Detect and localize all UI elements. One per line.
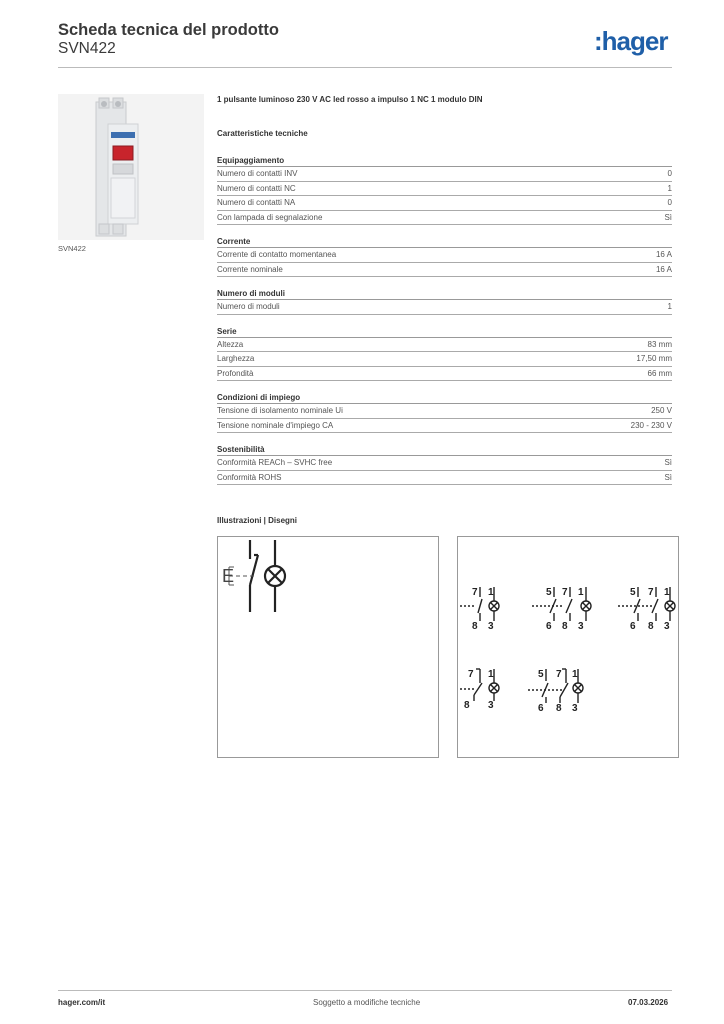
d5-label-5: 5 [538, 669, 544, 680]
d3-label-8: 8 [648, 621, 654, 632]
d3-label-5: 5 [630, 587, 636, 598]
spec-label: Numero di moduli [217, 302, 280, 311]
d4-label-8: 8 [464, 700, 470, 711]
spec-value: Sì [664, 458, 672, 467]
d5-label-1: 1 [572, 669, 578, 680]
spec-value: 16 A [655, 264, 672, 274]
spec-label: Con lampada di segnalazione [217, 212, 323, 222]
d5-label-6: 6 [538, 703, 544, 714]
spec-row [217, 404, 672, 419]
d4-label-1: 1 [488, 669, 494, 680]
spec-row [217, 419, 672, 434]
d1-label-8: 8 [472, 621, 478, 632]
d1-label-3: 3 [488, 621, 494, 632]
page-title: Scheda tecnica del prodotto [58, 21, 279, 39]
spec-section [217, 288, 672, 315]
spec-row [217, 456, 672, 471]
wiring-diagrams-panel [457, 536, 679, 758]
d4-label-7: 7 [468, 669, 474, 680]
spec-label: Conformità REACh – SVHC free [217, 458, 333, 467]
spec-value: 230 - 230 V [630, 420, 672, 430]
spec-value: 1 [667, 183, 672, 193]
d2-label-8: 8 [562, 621, 568, 632]
spec-value: 17,50 mm [636, 354, 672, 363]
spec-value: 66 mm [647, 368, 672, 378]
illustrations-heading: Illustrazioni | Disegni [217, 516, 298, 525]
spec-label: Corrente di contatto momentanea [217, 250, 337, 259]
d2-label-1: 1 [578, 587, 584, 598]
spec-row [217, 338, 672, 353]
section-title: Sostenibilità [217, 444, 672, 456]
spec-row [217, 211, 672, 226]
spec-value: 1 [667, 302, 672, 311]
section-title: Serie [217, 326, 672, 338]
spec-row [217, 167, 672, 182]
spec-row [217, 196, 672, 211]
spec-row [217, 352, 672, 367]
d2-label-7: 7 [562, 587, 568, 598]
spec-row [217, 182, 672, 197]
footer-date: 07.03.2026 [628, 998, 669, 1007]
spec-value: Sì [664, 212, 672, 222]
spec-label: Tensione nominale d'impiego CA [217, 420, 334, 430]
d3-label-3: 3 [664, 621, 670, 632]
spec-value: 83 mm [647, 339, 672, 349]
spec-row [217, 300, 672, 315]
header-divider [58, 67, 672, 68]
hager-logo: :hager [594, 26, 668, 56]
d5-label-7: 7 [556, 669, 562, 680]
spec-label: Numero di contatti NC [217, 183, 296, 193]
footer-note: Soggetto a modifiche tecniche [313, 998, 421, 1007]
section-title: Condizioni di impiego [217, 392, 672, 404]
section-title: Corrente [217, 236, 672, 248]
spec-section [217, 444, 672, 485]
spec-panel [217, 95, 672, 496]
spec-section [217, 326, 672, 382]
product-code: SVN422 [58, 40, 116, 57]
logo-text: hager [601, 26, 668, 56]
spec-label: Tensione di isolamento nominale Ui [217, 406, 343, 415]
d1-label-1: 1 [488, 587, 494, 598]
spec-row [217, 471, 672, 486]
spec-row [217, 263, 672, 278]
spec-section [217, 392, 672, 433]
d5-label-3: 3 [572, 703, 578, 714]
d2-label-5: 5 [546, 587, 552, 598]
spec-value: 16 A [655, 250, 672, 259]
d3-label-7: 7 [648, 587, 654, 598]
d5-label-8: 8 [556, 703, 562, 714]
spec-sections [217, 155, 672, 485]
spec-label: Larghezza [217, 354, 255, 363]
section-title: Equipaggiamento [217, 155, 672, 167]
section-title: Numero di moduli [217, 288, 672, 300]
spec-label: Profondità [217, 368, 254, 378]
spec-value: 0 [667, 198, 672, 207]
d1-label-7: 7 [472, 587, 478, 598]
d3-label-1: 1 [664, 587, 670, 598]
spec-value: 250 V [651, 406, 672, 415]
d2-label-3: 3 [578, 621, 584, 632]
spec-section [217, 155, 672, 225]
spec-label: Corrente nominale [217, 264, 283, 274]
d3-label-6: 6 [630, 621, 636, 632]
spec-label: Numero di contatti NA [217, 198, 296, 207]
spec-row [217, 367, 672, 382]
footer-website-link[interactable]: hager.com/it [58, 998, 106, 1007]
product-image [58, 94, 204, 240]
spec-value: 0 [667, 169, 672, 178]
spec-label: Altezza [217, 339, 244, 349]
spec-row [217, 248, 672, 263]
spec-value: Sì [664, 472, 672, 482]
product-description: 1 pulsante luminoso 230 V AC led rosso a impulso 1 NC 1 modulo DIN [217, 95, 483, 104]
spec-label: Numero di contatti INV [217, 169, 298, 178]
tech-heading: Caratteristiche tecniche [217, 129, 308, 138]
spec-label: Conformità ROHS [217, 472, 282, 482]
spec-section [217, 236, 672, 277]
d4-label-3: 3 [488, 700, 494, 711]
footer-divider [58, 990, 672, 991]
symbol-letter: E [222, 566, 235, 586]
d2-label-6: 6 [546, 621, 552, 632]
image-caption: SVN422 [58, 244, 86, 253]
wiring-symbol-panel [217, 536, 439, 758]
